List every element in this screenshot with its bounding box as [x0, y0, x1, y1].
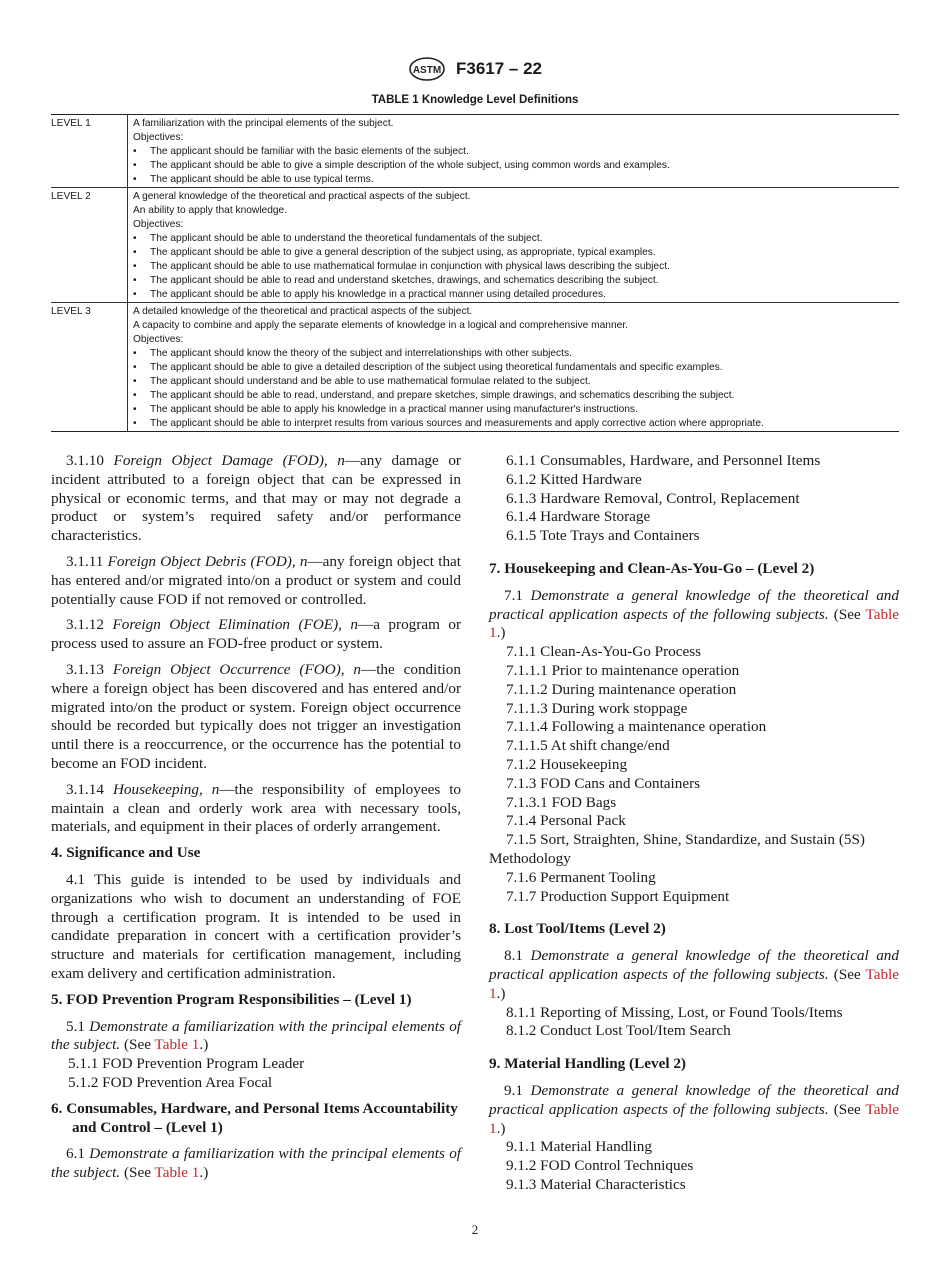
list-item: 7.1.1.4 Following a maintenance operation: [506, 718, 767, 736]
list-item: 6.1.2 Kitted Hardware: [506, 470, 642, 488]
definition-3-1-10: 3.1.10 Foreign Object Damage (FOD), n—any damage or incident attributed to a foreign object that can be expressed in physical or economic terms, and that may or may not degrade a product or system’s required safety and/or performance characteristics.: [51, 452, 461, 545]
section-4-heading: 4. Significance and Use: [51, 844, 201, 862]
bullet-icon: •: [133, 418, 137, 429]
right-column: [489, 452, 899, 1195]
list-item: 7.1.4 Personal Pack: [506, 812, 626, 830]
objective-text: The applicant should be able to understand the theoretical fundamentals of the subject.: [150, 233, 543, 244]
definition-3-1-14: 3.1.14 Housekeeping, n—the responsibility of employees to maintain a clean and orderly work area with necessary tools, materials, and equipment in their places of orderly arrangement.: [51, 780, 462, 836]
bullet-icon: •: [133, 146, 137, 157]
left-column: [51, 452, 461, 1190]
objective-text: The applicant should be familiar with the basic elements of the subject.: [150, 146, 469, 157]
objective-item: [133, 159, 899, 173]
table-row: [51, 303, 899, 432]
objective-item: [133, 260, 899, 274]
objective-item: [133, 361, 899, 375]
list-item: 6.1.1 Consumables, Hardware, and Personnel Items: [506, 452, 821, 469]
definition-line: A detailed knowledge of the theoretical and practical aspects of the subject.: [133, 306, 473, 317]
list-item: 9.1.1 Material Handling: [506, 1138, 652, 1156]
document-id: F3617 – 22: [455, 59, 542, 78]
definition-3-1-12: 3.1.12 Foreign Object Elimination (FOE), n—a program or process used to assure an FOD-free product or system.: [51, 616, 462, 653]
objective-item: [133, 347, 899, 361]
objective-text: The applicant should be able to read, understand, and prepare sketches, simple drawings, and schematics describing the subject.: [150, 390, 735, 401]
bullet-icon: •: [133, 261, 137, 272]
definition-line: A familiarization with the principal elements of the subject.: [133, 118, 394, 129]
list-item: 7.1.1.5 At shift change/end: [506, 737, 670, 755]
definition-3-1-13: 3.1.13 Foreign Object Occurrence (FOO), n—the condition where a foreign object has been discovered and has entered and/or migrated into/on the product or system. Foreign object occurrence should be recorded but typically does not trigger an investigation until there is a reoccurrence, or the occurrence has the potential to become an FOD incident.: [51, 660, 461, 772]
list-item: 5.1.2 FOD Prevention Area Focal: [68, 1073, 273, 1091]
objective-text: The applicant should be able to give a detailed description of the subject using theoretical fundamentals and specific examples.: [150, 362, 723, 373]
definition-line: A general knowledge of the theoretical and practical aspects of the subject.: [133, 191, 471, 202]
objective-item: [133, 274, 899, 288]
objective-item: [133, 288, 899, 302]
definition-cell: [128, 303, 900, 432]
page-header: [0, 56, 950, 84]
table-1-link[interactable]: Table 1: [154, 1164, 200, 1182]
table-1-link[interactable]: Table 1: [489, 1100, 900, 1137]
objective-item: [133, 145, 899, 159]
list-item: 7.1.7 Production Support Equipment: [506, 887, 730, 905]
list-item: 7.1.5 Sort, Straighten, Shine, Standardize, and Sustain (5S): [506, 831, 865, 849]
section-5-1: 5.1 Demonstrate a familiarization with the principal elements of the subject. (See Table 1.): [51, 1017, 462, 1054]
bullet-icon: •: [133, 348, 137, 359]
bullet-icon: •: [133, 247, 137, 258]
objective-text: The applicant should know the theory of the subject and interrelationships with other subjects.: [150, 348, 572, 359]
objective-text: The applicant should be able to apply his knowledge in a practical manner using manufacturer's instructions.: [150, 404, 638, 415]
list-item: 7.1.3 FOD Cans and Containers: [506, 774, 701, 792]
objective-item: [133, 375, 899, 389]
table-1-link[interactable]: Table 1: [154, 1036, 200, 1054]
bullet-icon: •: [133, 390, 137, 401]
list-item: 7.1.1.2 During maintenance operation: [506, 680, 737, 698]
list-item: 7.1.1.3 During work stoppage: [506, 699, 688, 717]
page-number: 2: [471, 1222, 479, 1237]
section-9-1: 9.1 Demonstrate a general knowledge of the theoretical and practical application aspects of the following subjects. (See Table 1.): [489, 1081, 900, 1137]
table-row: [51, 115, 899, 188]
bullet-icon: •: [133, 233, 137, 244]
level-cell: LEVEL 1: [51, 115, 128, 188]
bullet-icon: •: [133, 160, 137, 171]
bullet-icon: •: [133, 404, 137, 415]
objective-text: The applicant should be able to use typical terms.: [150, 174, 374, 185]
list-item: 8.1.2 Conduct Lost Tool/Item Search: [506, 1022, 731, 1040]
objective-item: [133, 417, 899, 431]
bullet-icon: •: [133, 174, 137, 185]
definition-line: An ability to apply that knowledge.: [133, 205, 288, 216]
bullet-icon: •: [133, 289, 137, 300]
definition-line: Objectives:: [133, 219, 184, 230]
bullet-icon: •: [133, 275, 137, 286]
bullet-icon: •: [133, 362, 137, 373]
definition-line: Objectives:: [133, 132, 184, 143]
section-7-1: 7.1 Demonstrate a general knowledge of the theoretical and practical application aspects of the following subjects. (See Table 1.): [489, 586, 900, 642]
svg-text:ASTM: ASTM: [412, 65, 442, 76]
objective-text: The applicant should be able to give a general description of the subject using, as appropriate, typical examples.: [150, 247, 656, 258]
list-item: 8.1.1 Reporting of Missing, Lost, or Found Tools/Items: [506, 1003, 843, 1021]
objective-text: The applicant should be able to apply his knowledge in a practical manner using detailed procedures.: [150, 289, 606, 300]
list-item: 6.1.5 Tote Trays and Containers: [506, 527, 700, 545]
list-item: 9.1.2 FOD Control Techniques: [506, 1157, 694, 1175]
definition-cell: [128, 115, 900, 188]
section-5-heading: 5. FOD Prevention Program Responsibilities – (Level 1): [51, 990, 412, 1008]
section-7-heading: 7. Housekeeping and Clean-As-You-Go – (Level 2): [489, 559, 815, 577]
list-item: 6.1.4 Hardware Storage: [506, 508, 651, 526]
definition-line: A capacity to combine and apply the separate elements of knowledge in a logical and comprehensive manner.: [133, 320, 628, 331]
table-1-link[interactable]: Table 1: [489, 605, 900, 642]
list-item: 6.1.3 Hardware Removal, Control, Replacement: [506, 489, 800, 507]
list-item: 7.1.3.1 FOD Bags: [506, 793, 617, 811]
list-item: 7.1.1 Clean-As-You-Go Process: [506, 643, 702, 661]
section-8-heading: 8. Lost Tool/Items (Level 2): [489, 920, 666, 938]
objective-item: [133, 232, 899, 246]
level-cell: LEVEL 3: [51, 303, 128, 432]
list-item: 7.1.6 Permanent Tooling: [506, 868, 656, 886]
definition-cell: [128, 188, 900, 303]
section-6-heading: 6. Consumables, Hardware, and Personal Items Accountability and Control – (Level 1): [51, 1099, 458, 1136]
objective-text: The applicant should be able to use mathematical formulae in conjunction with physical laws describing the subject.: [150, 261, 670, 272]
list-item-continuation: Methodology: [489, 849, 571, 867]
section-4-1: 4.1 This guide is intended to be used by individuals and organizations who wish to document an understanding of FOE through a certification program. It is intended to be used in candidate preparation in concert with a certification provider’s structure and materials for certification management, including exam delivery and certification administration.: [51, 870, 461, 982]
level-cell: LEVEL 2: [51, 188, 128, 303]
list-item: 5.1.1 FOD Prevention Program Leader: [68, 1055, 305, 1073]
objective-text: The applicant should understand and be able to use mathematical formulae related to the subject.: [150, 376, 591, 387]
bullet-icon: •: [133, 376, 137, 387]
objective-item: [133, 403, 899, 417]
list-item: 7.1.1.1 Prior to maintenance operation: [506, 661, 740, 679]
objective-item: [133, 246, 899, 260]
objective-text: The applicant should be able to give a simple description of the whole subject, using common words and examples.: [150, 160, 670, 171]
section-8-1: 8.1 Demonstrate a general knowledge of the theoretical and practical application aspects of the following subjects. (See Table 1.): [489, 947, 900, 1002]
objective-item: [133, 173, 899, 187]
objective-text: The applicant should be able to read and understand sketches, drawings, and schematics describing the subject.: [150, 275, 659, 286]
section-6-1: 6.1 Demonstrate a familiarization with the principal elements of the subject. (See Table 1.): [51, 1145, 462, 1182]
list-item: 9.1.3 Material Characteristics: [506, 1175, 686, 1193]
list-item: 7.1.2 Housekeeping: [506, 755, 628, 773]
objective-text: The applicant should be able to interpret results from various sources and measurements and apply corrective action where appropriate.: [150, 418, 764, 429]
table-row: [51, 188, 899, 303]
definition-line: Objectives:: [133, 334, 184, 345]
table-1-link[interactable]: Table 1: [489, 965, 900, 1002]
objective-item: [133, 389, 899, 403]
section-9-heading: 9. Material Handling (Level 2): [489, 1055, 686, 1073]
astm-logo-icon: [408, 56, 446, 82]
knowledge-level-table: [51, 114, 899, 432]
definition-3-1-11: 3.1.11 Foreign Object Debris (FOD), n—any foreign object that has entered and/or migrated into/on a product or system and could potentially cause FOD if not removed or controlled.: [51, 552, 462, 608]
table-title: TABLE 1 Knowledge Level Definitions: [371, 94, 579, 106]
